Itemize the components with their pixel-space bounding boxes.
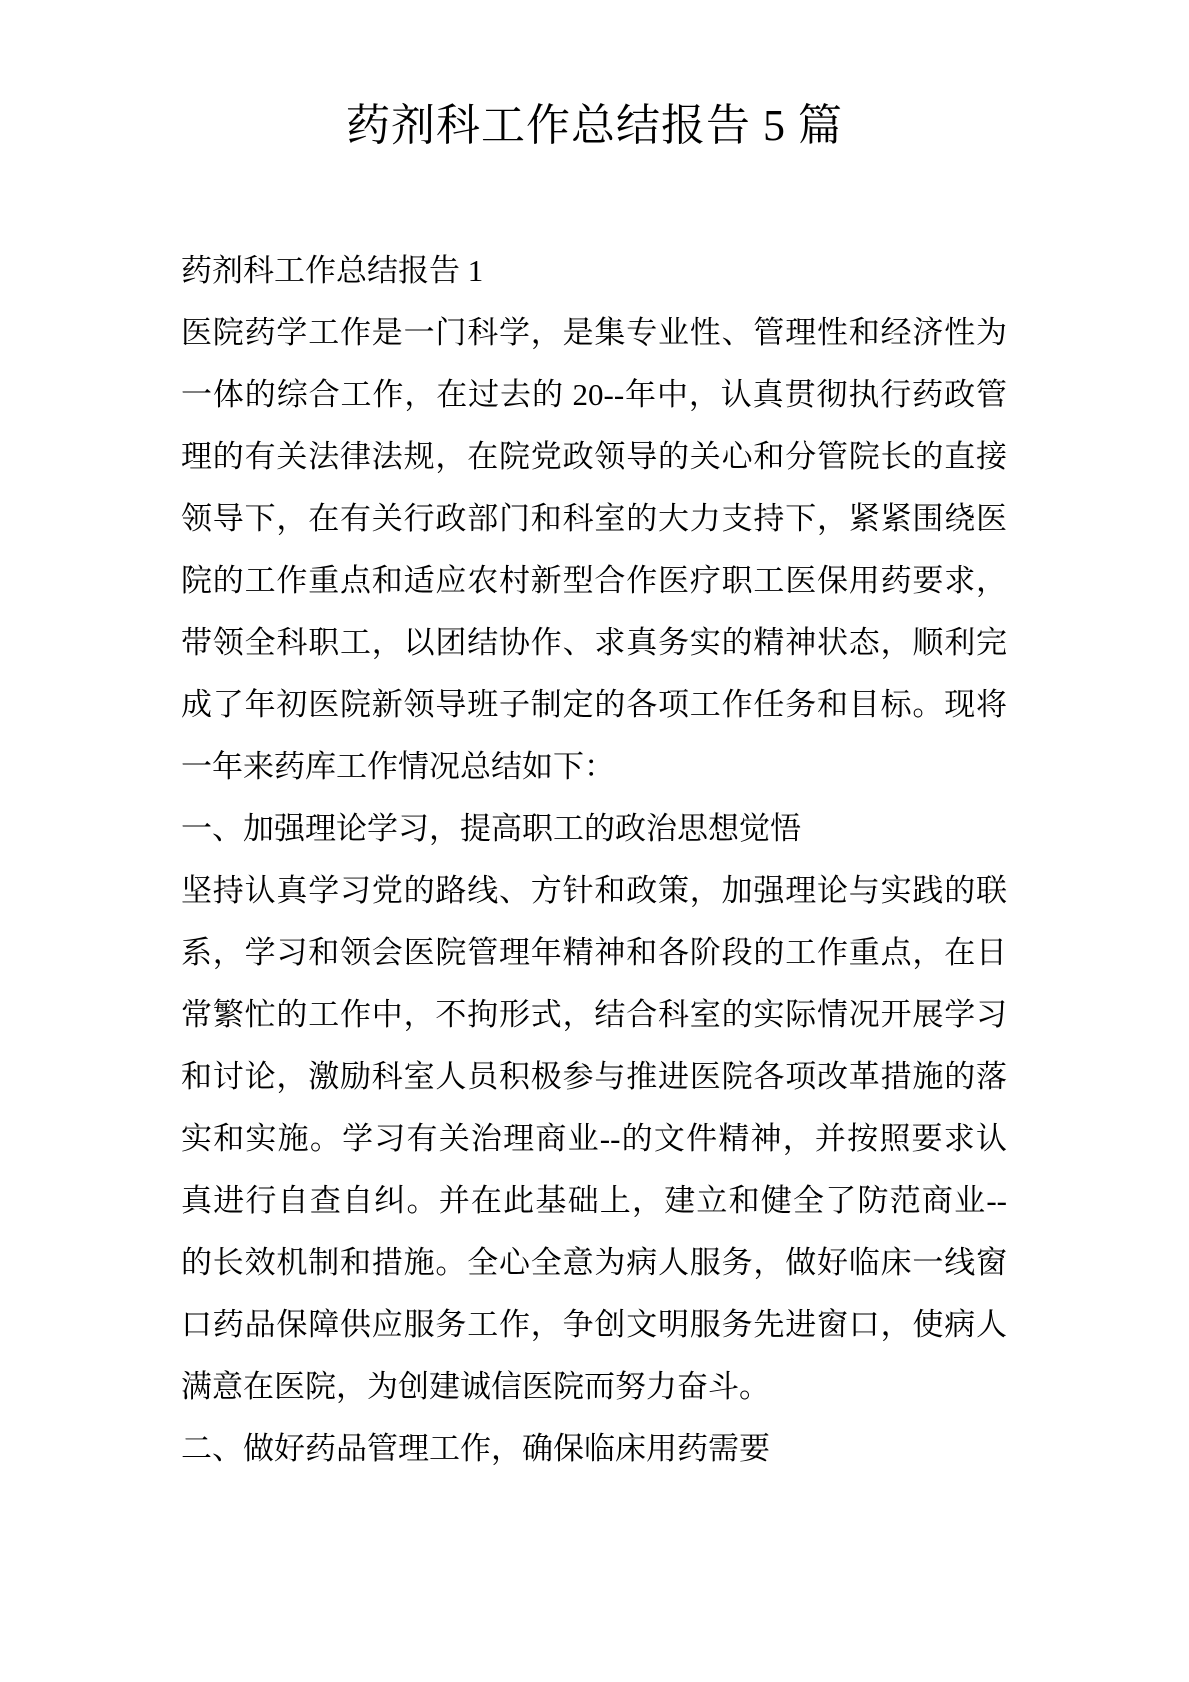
body-line: 一体的综合工作，在过去的 20--年中，认真贯彻执行药政管 (181, 377, 1007, 412)
body-line: 坚持认真学习党的路线、方针和政策，加强理论与实践的联 (181, 873, 1007, 908)
section-heading-line: 一、加强理论学习，提高职工的政治思想觉悟 (181, 811, 801, 846)
body-line: 一年来药库工作情况总结如下： (181, 749, 615, 784)
section-heading-line: 二、做好药品管理工作，确保临床用药需要 (181, 1431, 770, 1466)
body-line: 系，学习和领会医院管理年精神和各阶段的工作重点，在日 (181, 935, 1007, 970)
document-title: 药剂科工作总结报告 5 篇 (346, 101, 843, 150)
body-line: 和讨论，激励科室人员积极参与推进医院各项改革措施的落 (181, 1059, 1007, 1094)
body-line: 领导下，在有关行政部门和科室的大力支持下，紧紧围绕医 (181, 501, 1007, 536)
body-line: 院的工作重点和适应农村新型合作医疗职工医保用药要求， (181, 563, 1007, 598)
body-line: 口药品保障供应服务工作，争创文明服务先进窗口，使病人 (181, 1307, 1007, 1342)
document-body (181, 240, 1007, 1480)
body-line: 带领全科职工，以团结协作、求真务实的精神状态，顺利完 (181, 625, 1007, 660)
body-line: 医院药学工作是一门科学，是集专业性、管理性和经济性为 (181, 315, 1007, 350)
body-line: 的长效机制和措施。全心全意为病人服务，做好临床一线窗 (181, 1245, 1007, 1280)
subtitle-line: 药剂科工作总结报告 1 (181, 253, 484, 288)
body-line: 理的有关法律法规，在院党政领导的关心和分管院长的直接 (181, 439, 1007, 474)
body-line: 常繁忙的工作中，不拘形式，结合科室的实际情况开展学习 (181, 997, 1007, 1032)
body-line: 实和实施。学习有关治理商业--的文件精神，并按照要求认 (181, 1121, 1007, 1156)
body-line: 满意在医院，为创建诚信医院而努力奋斗。 (181, 1369, 770, 1404)
body-line: 真进行自查自纠。并在此基础上，建立和健全了防范商业-- (181, 1183, 1007, 1218)
body-line: 成了年初医院新领导班子制定的各项工作任务和目标。现将 (181, 687, 1007, 722)
